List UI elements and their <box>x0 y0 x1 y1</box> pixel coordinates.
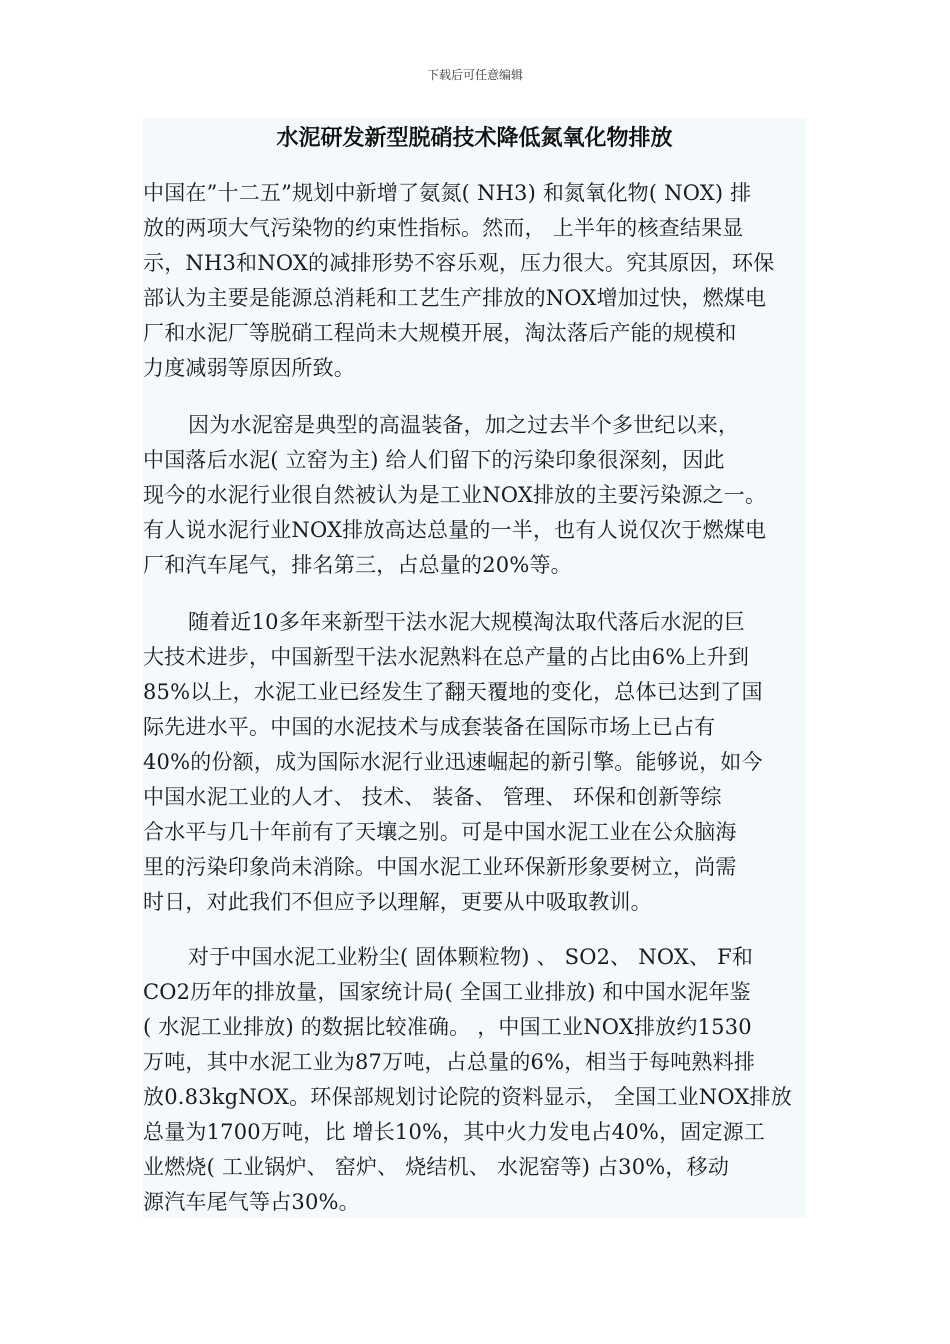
text-line: 厂和水泥厂等脱硝工程尚未大规模开展，淘汰落后产能的规模和 <box>143 321 737 345</box>
text-line: 合水平与几十年前有了天壤之别。可是中国水泥工业在公众脑海 <box>143 820 737 844</box>
text-line: 85%以上，水泥工业已经发生了翻天覆地的变化，总体已达到了国 <box>143 680 763 704</box>
text-line: 大技术进步，中国新型干法水泥熟料在总产量的占比由6%上升到 <box>143 645 750 669</box>
text-line: 中国落后水泥( 立窑为主) 给人们留下的污染印象很深刻，因此 <box>143 448 725 472</box>
paragraph-2 <box>143 408 806 583</box>
text-line: 对于中国水泥工业粉尘( 固体颗粒物) 、 SO2、 NOX、 F和 <box>188 945 754 969</box>
text-line: 厂和汽车尾气，排名第三，占总量的20%等。 <box>143 553 572 577</box>
text-line: 业燃烧( 工业锅炉、 窑炉、 烧结机、 水泥窑等) 占30%，移动 <box>143 1155 730 1179</box>
paragraph-4 <box>143 940 806 1220</box>
text-line: 中国在”十二五”规划中新增了氨氮( NH3) 和氮氧化物( NOX) 排 <box>143 181 752 205</box>
text-line: 放的两项大气污染物的约束性指标。然而， 上半年的核查结果显 <box>143 216 744 240</box>
document-body <box>143 118 806 1218</box>
text-line: 有人说水泥行业NOX排放高达总量的一半，也有人说仅次于燃煤电 <box>143 518 767 542</box>
text-line: 源汽车尾气等占30%。 <box>143 1190 360 1214</box>
paragraph-3 <box>143 605 806 920</box>
text-line: 随着近10多年来新型干法水泥大规模淘汰取代落后水泥的巨 <box>188 610 746 634</box>
text-line: 部认为主要是能源总消耗和工艺生产排放的NOX增加过快，燃煤电 <box>143 286 767 310</box>
text-line: ( 水泥工业排放) 的数据比较准确。 ，中国工业NOX排放约1530 <box>143 1015 752 1039</box>
text-line: 中国水泥工业的人才、 技术、 装备、 管理、 环保和创新等综 <box>143 785 722 809</box>
text-line: 因为水泥窑是典型的高温装备，加之过去半个多世纪以来， <box>188 413 740 437</box>
document-title: 水泥研发新型脱硝技术降低氮氧化物排放 <box>276 126 673 151</box>
paragraph-1 <box>143 176 806 386</box>
header-note: 下载后可任意编辑 <box>426 68 523 82</box>
text-line: CO2历年的排放量，国家统计局( 全国工业排放) 和中国水泥年鉴 <box>143 980 751 1004</box>
text-line: 40%的份额，成为国际水泥行业迅速崛起的新引擎。能够说，如今 <box>143 750 763 774</box>
text-line: 总量为1700万吨，比 增长10%，其中火力发电占40%，固定源工 <box>143 1120 766 1144</box>
text-line: 际先进水平。中国的水泥技术与成套装备在国际市场上已占有 <box>143 715 716 739</box>
text-line: 力度减弱等原因所致。 <box>143 356 355 380</box>
text-line: 放0.83kgNOX。环保部规划讨论院的资料显示， 全国工业NOX排放 <box>143 1085 792 1109</box>
text-line: 时日，对此我们不但应予以理解，更要从中吸取教训。 <box>143 890 652 914</box>
text-line: 里的污染印象尚未消除。中国水泥工业环保新形象要树立，尚需 <box>143 855 737 879</box>
text-line: 万吨，其中水泥工业为87万吨，占总量的6%，相当于每吨熟料排 <box>143 1050 756 1074</box>
text-line: 现今的水泥行业很自然被认为是工业NOX排放的主要污染源之一。 <box>143 483 767 507</box>
text-line: 示，NH3和NOX的减排形势不容乐观，压力很大。究其原因，环保 <box>143 251 775 275</box>
